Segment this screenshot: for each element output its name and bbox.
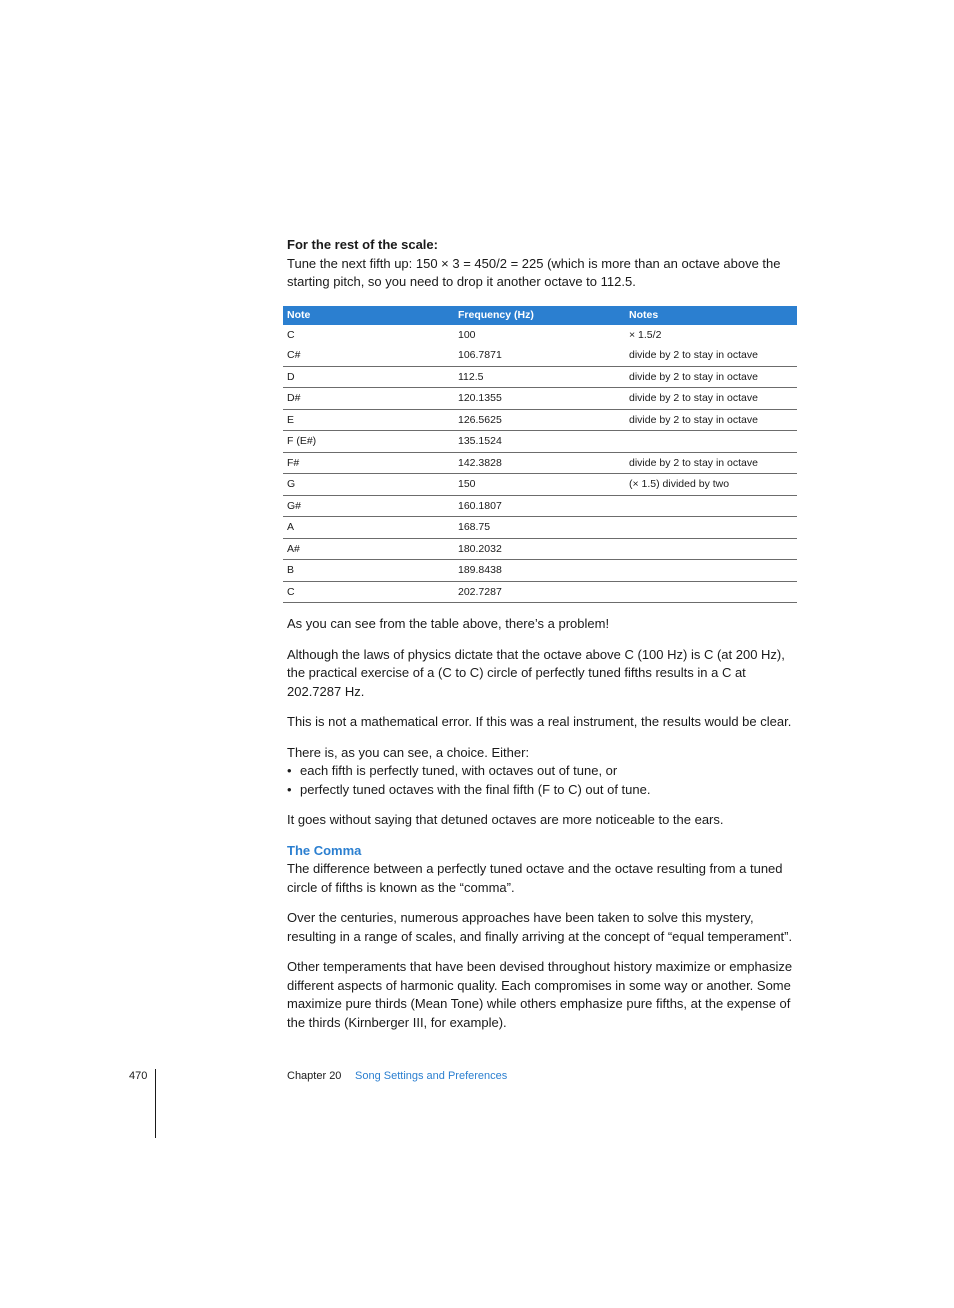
chapter-label: Chapter 20 — [287, 1070, 342, 1082]
body-paragraph-2: Although the laws of physics dictate that the octave above C (100 Hz) is C (at 200 Hz), the practical exercise of a (C to C) circle of perfectly tuned fifths results in a C at 202.7287 Hz. — [287, 646, 785, 699]
cell-note: D — [283, 366, 454, 388]
table-row — [283, 431, 797, 453]
body-paragraph-1: As you can see from the table above, there’s a problem! — [287, 616, 610, 631]
cell-note: A# — [283, 538, 454, 560]
table-row — [283, 495, 797, 517]
table-row — [283, 366, 797, 388]
table-header — [283, 306, 797, 325]
body-paragraph-3: This is not a mathematical error. If this was a real instrument, the results would be clear. — [287, 714, 792, 729]
table-row — [283, 345, 797, 366]
table-row — [283, 452, 797, 474]
cell-note: E — [283, 409, 454, 431]
column-header-notes: Notes — [629, 308, 659, 321]
table-row — [283, 517, 797, 539]
table-row — [283, 581, 797, 603]
cell-frequency: 180.2032 — [454, 538, 625, 560]
footer-divider — [155, 1069, 156, 1138]
subheading: For the rest of the scale: — [287, 237, 438, 252]
chapter-title-link[interactable]: Song Settings and Preferences — [355, 1070, 508, 1082]
table-row — [283, 325, 797, 346]
cell-note: C — [283, 581, 454, 603]
comma-paragraph-2: Over the centuries, numerous approaches have been taken to solve this mystery, resulting in a range of scales, and finally arriving at the concept of “equal temperament”. — [287, 910, 793, 944]
cell-note: B — [283, 560, 454, 582]
cell-note: G# — [283, 495, 454, 517]
cell-notes: divide by 2 to stay in octave — [625, 388, 797, 410]
cell-notes: × 1.5/2 — [629, 328, 662, 341]
cell-note: C# — [283, 345, 454, 366]
cell-notes — [625, 581, 797, 603]
page-number: 470 — [129, 1070, 148, 1082]
frequency-table — [283, 306, 797, 604]
cell-frequency: 126.5625 — [454, 409, 625, 431]
table-body — [283, 325, 797, 603]
cell-note: C — [287, 328, 295, 341]
cell-frequency: 168.75 — [454, 517, 625, 539]
cell-frequency: 202.7287 — [454, 581, 625, 603]
cell-notes — [625, 517, 797, 539]
cell-frequency: 135.1524 — [454, 431, 625, 453]
cell-notes: (× 1.5) divided by two — [625, 474, 797, 496]
cell-note: F# — [283, 452, 454, 474]
cell-notes: divide by 2 to stay in octave — [625, 409, 797, 431]
column-header-frequency: Frequency (Hz) — [458, 308, 534, 321]
cell-frequency: 112.5 — [454, 366, 625, 388]
cell-frequency: 189.8438 — [454, 560, 625, 582]
cell-frequency: 120.1355 — [454, 388, 625, 410]
body-paragraph-4: There is, as you can see, a choice. Either: — [287, 744, 530, 760]
intro-paragraph: Tune the next fifth up: 150 × 3 = 450/2 = 225 (which is more than an octave above the starting pitch, so you need to drop it another octave to 112.5. — [287, 255, 781, 289]
cell-notes — [625, 431, 797, 453]
comma-paragraph-3: Other temperaments that have been devised throughout history maximize or emphasize different aspects of harmonic quality. Each compromises in some way or another. Some maximize pure thirds (Mean Tone) while others emphasize pure fifths, at the expense of the thirds (Kirnberger III, for example). — [287, 959, 793, 1030]
cell-notes: divide by 2 to stay in octave — [625, 345, 797, 366]
table-row — [283, 474, 797, 496]
section-heading-comma: The Comma — [287, 842, 362, 858]
cell-notes — [625, 560, 797, 582]
comma-paragraph-1: The difference between a perfectly tuned octave and the octave resulting from a tuned circle of fifths is known as the “comma”. — [287, 861, 783, 895]
bullet-list — [287, 762, 799, 799]
cell-frequency: 160.1807 — [454, 495, 625, 517]
body-paragraph-5: It goes without saying that detuned octaves are more noticeable to the ears. — [287, 812, 724, 827]
table-row — [283, 409, 797, 431]
column-header-note: Note — [287, 308, 311, 321]
table-header-row — [283, 306, 797, 325]
cell-note: G — [283, 474, 454, 496]
cell-note: A — [283, 517, 454, 539]
bullet-item: • perfectly tuned octaves with the final fifth (F to C) out of tune. — [287, 781, 799, 800]
cell-notes: divide by 2 to stay in octave — [625, 366, 797, 388]
table-row — [283, 538, 797, 560]
bullet-item: • each fifth is perfectly tuned, with octaves out of tune, or — [287, 762, 799, 781]
page-content — [287, 236, 799, 1044]
cell-note: D# — [283, 388, 454, 410]
cell-frequency: 100 — [458, 328, 476, 341]
cell-frequency: 142.3828 — [454, 452, 625, 474]
cell-notes — [625, 538, 797, 560]
cell-frequency: 106.7871 — [454, 345, 625, 366]
table-row — [283, 560, 797, 582]
cell-frequency: 150 — [454, 474, 625, 496]
table-row — [283, 388, 797, 410]
cell-notes — [625, 495, 797, 517]
cell-note: F (E#) — [283, 431, 454, 453]
cell-notes: divide by 2 to stay in octave — [625, 452, 797, 474]
